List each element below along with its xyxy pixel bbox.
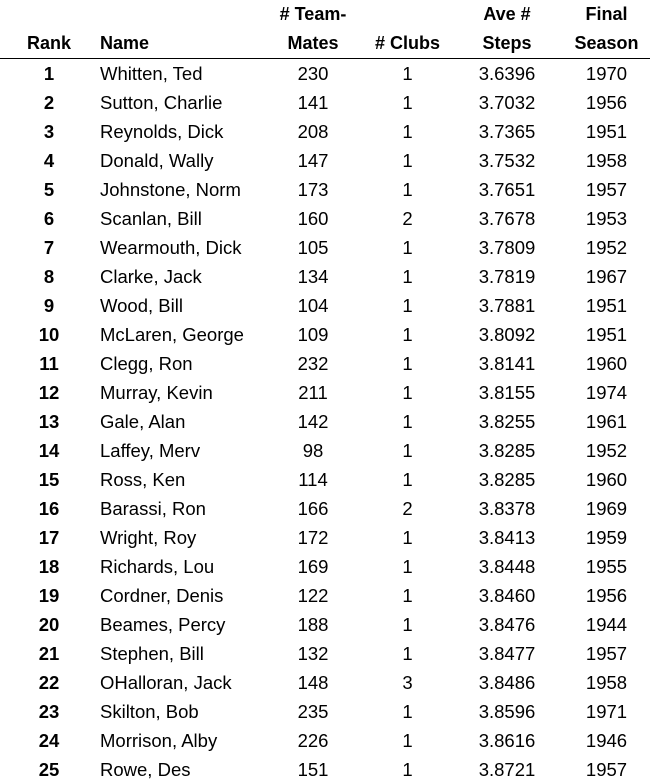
ave-steps-cell: 3.8378	[478, 498, 536, 519]
ave-steps-cell: 3.7881	[478, 295, 536, 316]
teammates-cell: 160	[297, 208, 329, 229]
table-row	[0, 146, 650, 175]
teammates-cell: 132	[297, 643, 329, 664]
name-header-spacer	[98, 0, 262, 29]
final-season-cell: 1951	[585, 121, 628, 142]
table-row	[0, 59, 650, 89]
ave-steps-cell: 3.8255	[478, 411, 536, 432]
ave-steps-cell: 3.8413	[478, 527, 536, 548]
player-name-cell: Clarke, Jack	[100, 266, 202, 287]
rank-cell: 8	[43, 266, 55, 287]
teammates-cell: 166	[297, 498, 329, 519]
rank-cell: 9	[43, 295, 55, 316]
player-name-cell: Richards, Lou	[100, 556, 215, 577]
rank-cell: 7	[43, 237, 55, 258]
rank-cell: 2	[43, 92, 55, 113]
table-row	[0, 88, 650, 117]
rank-cell: 1	[43, 63, 55, 84]
player-name-cell: Skilton, Bob	[100, 701, 199, 722]
table-row	[0, 523, 650, 552]
table-row	[0, 233, 650, 262]
final-season-cell: 1956	[585, 92, 628, 113]
ave-steps-cell: 3.7365	[478, 121, 536, 142]
clubs-header: # Clubs	[364, 29, 451, 59]
clubs-cell: 1	[402, 701, 413, 722]
table-row	[0, 726, 650, 755]
player-name-cell: Wright, Roy	[100, 527, 197, 548]
clubs-cell: 1	[402, 411, 413, 432]
ave-steps-cell: 3.6396	[478, 63, 536, 84]
rank-header-spacer	[0, 0, 98, 29]
teammates-cell: 232	[297, 353, 329, 374]
teammates-header-line2: Mates	[262, 29, 364, 59]
teammates-cell: 122	[297, 585, 329, 606]
player-name-cell: McLaren, George	[100, 324, 244, 345]
final-season-cell: 1951	[585, 295, 628, 316]
table-row	[0, 639, 650, 668]
final-season-cell: 1956	[585, 585, 628, 606]
final-season-cell: 1969	[585, 498, 628, 519]
final-season-header-line2: Season	[563, 29, 650, 59]
final-season-cell: 1960	[585, 469, 628, 490]
clubs-cell: 1	[402, 469, 413, 490]
table-row	[0, 610, 650, 639]
teammates-cell: 142	[297, 411, 329, 432]
final-season-cell: 1951	[585, 324, 628, 345]
final-season-cell: 1953	[585, 208, 628, 229]
final-season-cell: 1959	[585, 527, 628, 548]
teammates-cell: 226	[297, 730, 329, 751]
ave-steps-cell: 3.8616	[478, 730, 536, 751]
final-season-cell: 1958	[585, 150, 628, 171]
teammates-header-line1: # Team-	[279, 4, 347, 24]
player-name-cell: Morrison, Alby	[100, 730, 218, 751]
clubs-cell: 1	[402, 295, 413, 316]
ave-steps-cell: 3.8721	[478, 759, 536, 780]
clubs-cell: 3	[402, 672, 413, 693]
teammates-cell: 169	[297, 556, 329, 577]
rank-cell: 23	[38, 701, 60, 722]
teammates-cell: 211	[298, 382, 328, 403]
final-season-header-line1: Final	[585, 4, 628, 24]
ave-steps-header-line2: Steps	[451, 29, 563, 59]
final-season-cell: 1960	[585, 353, 628, 374]
table-row	[0, 755, 650, 784]
ave-steps-header-line1: Ave #	[483, 4, 531, 24]
ave-steps-cell: 3.7032	[478, 92, 536, 113]
name-header: Name	[98, 29, 262, 59]
table-row	[0, 581, 650, 610]
clubs-cell: 1	[402, 585, 413, 606]
ave-steps-cell: 3.7532	[478, 150, 536, 171]
ave-steps-cell: 3.8141	[478, 353, 536, 374]
rank-cell: 15	[38, 469, 60, 490]
teammates-cell: 151	[297, 759, 329, 780]
player-name-cell: Wearmouth, Dick	[100, 237, 242, 258]
ave-steps-cell: 3.8448	[478, 556, 536, 577]
table-row	[0, 291, 650, 320]
player-name-cell: Donald, Wally	[100, 150, 214, 171]
table-row	[0, 494, 650, 523]
player-name-cell: Barassi, Ron	[100, 498, 206, 519]
rank-cell: 19	[38, 585, 60, 606]
rank-cell: 4	[43, 150, 55, 171]
player-name-cell: Cordner, Denis	[100, 585, 224, 606]
player-name-cell: Gale, Alan	[100, 411, 186, 432]
final-season-cell: 1944	[585, 614, 628, 635]
player-name-cell: Whitten, Ted	[100, 63, 203, 84]
player-name-cell: Rowe, Des	[100, 759, 191, 780]
teammates-cell: 188	[297, 614, 329, 635]
clubs-cell: 1	[402, 643, 413, 664]
player-name-cell: Scanlan, Bill	[100, 208, 202, 229]
ave-steps-cell: 3.8155	[478, 382, 536, 403]
teammates-cell: 141	[297, 92, 329, 113]
player-name-cell: OHalloran, Jack	[100, 672, 232, 693]
rank-cell: 22	[38, 672, 60, 693]
teammates-cell: 109	[297, 324, 329, 345]
final-season-cell: 1952	[585, 440, 628, 461]
final-season-cell: 1970	[585, 63, 628, 84]
clubs-cell: 1	[402, 730, 413, 751]
table-row	[0, 465, 650, 494]
final-season-cell: 1974	[585, 382, 628, 403]
ave-steps-cell: 3.8460	[478, 585, 536, 606]
final-season-cell: 1957	[585, 643, 628, 664]
table-row	[0, 436, 650, 465]
table-row	[0, 668, 650, 697]
teammates-cell: 104	[297, 295, 329, 316]
rank-cell: 11	[39, 353, 59, 374]
player-name-cell: Reynolds, Dick	[100, 121, 224, 142]
clubs-cell: 1	[402, 527, 413, 548]
player-name-cell: Wood, Bill	[100, 295, 183, 316]
clubs-cell: 1	[402, 556, 413, 577]
rank-cell: 3	[43, 121, 55, 142]
player-name-cell: Sutton, Charlie	[100, 92, 223, 113]
rank-cell: 16	[38, 498, 60, 519]
teammates-cell: 148	[297, 672, 329, 693]
final-season-cell: 1961	[585, 411, 628, 432]
player-name-cell: Johnstone, Norm	[100, 179, 241, 200]
ave-steps-cell: 3.7678	[478, 208, 536, 229]
table-row	[0, 262, 650, 291]
table-row	[0, 697, 650, 726]
rank-cell: 18	[38, 556, 60, 577]
rank-cell: 10	[38, 324, 60, 345]
table-row	[0, 407, 650, 436]
teammates-cell: 114	[298, 469, 328, 490]
player-name-cell: Stephen, Bill	[100, 643, 204, 664]
teammates-cell: 208	[297, 121, 329, 142]
rank-cell: 21	[38, 643, 60, 664]
ave-steps-cell: 3.7819	[478, 266, 536, 287]
table-body	[0, 59, 650, 784]
clubs-cell: 1	[402, 179, 413, 200]
table-row	[0, 117, 650, 146]
player-name-cell: Murray, Kevin	[100, 382, 213, 403]
table-header	[0, 0, 650, 59]
rank-cell: 14	[38, 440, 60, 461]
rank-cell: 20	[38, 614, 60, 635]
ave-steps-cell: 3.8476	[478, 614, 536, 635]
clubs-cell: 2	[402, 208, 413, 229]
player-name-cell: Ross, Ken	[100, 469, 186, 490]
rank-cell: 13	[38, 411, 60, 432]
table-row	[0, 175, 650, 204]
rank-cell: 17	[38, 527, 60, 548]
clubs-cell: 1	[402, 614, 413, 635]
teammates-cell: 173	[297, 179, 329, 200]
rank-cell: 25	[38, 759, 60, 780]
rank-cell: 12	[38, 382, 60, 403]
player-name-cell: Beames, Percy	[100, 614, 226, 635]
rank-cell: 5	[43, 179, 55, 200]
final-season-cell: 1946	[585, 730, 628, 751]
ave-steps-cell: 3.8285	[478, 469, 536, 490]
final-season-cell: 1957	[585, 179, 628, 200]
teammates-cell: 98	[302, 440, 324, 461]
ave-steps-cell: 3.7809	[478, 237, 536, 258]
clubs-cell: 1	[402, 382, 413, 403]
clubs-cell: 1	[402, 63, 413, 84]
teammates-cell: 147	[297, 150, 329, 171]
table-row	[0, 320, 650, 349]
final-season-cell: 1967	[585, 266, 628, 287]
clubs-header-spacer	[364, 0, 451, 29]
rank-cell: 6	[43, 208, 55, 229]
final-season-cell: 1971	[585, 701, 628, 722]
teammates-cell: 235	[297, 701, 329, 722]
clubs-cell: 2	[402, 498, 413, 519]
final-season-cell: 1958	[585, 672, 628, 693]
teammates-cell: 230	[297, 63, 329, 84]
final-season-cell: 1952	[585, 237, 628, 258]
teammates-cell: 134	[297, 266, 329, 287]
table-row	[0, 378, 650, 407]
table-row	[0, 349, 650, 378]
player-name-cell: Clegg, Ron	[100, 353, 193, 374]
ave-steps-cell: 3.8477	[478, 643, 536, 664]
clubs-cell: 1	[402, 353, 413, 374]
clubs-cell: 1	[402, 440, 413, 461]
header-row-bottom	[0, 29, 650, 59]
final-season-cell: 1955	[585, 556, 628, 577]
ave-steps-cell: 3.7651	[478, 179, 536, 200]
rank-header: Rank	[0, 29, 98, 59]
clubs-cell: 1	[402, 759, 413, 780]
teammates-cell: 105	[297, 237, 329, 258]
ave-steps-cell: 3.8092	[478, 324, 536, 345]
table-row	[0, 204, 650, 233]
clubs-cell: 1	[402, 150, 413, 171]
clubs-cell: 1	[402, 237, 413, 258]
ave-steps-cell: 3.8486	[478, 672, 536, 693]
rank-cell: 24	[38, 730, 60, 751]
clubs-cell: 1	[402, 266, 413, 287]
header-row-top	[0, 0, 650, 29]
clubs-cell: 1	[402, 324, 413, 345]
clubs-cell: 1	[402, 121, 413, 142]
player-name-cell: Laffey, Merv	[100, 440, 201, 461]
ave-steps-cell: 3.8285	[478, 440, 536, 461]
table-row	[0, 552, 650, 581]
clubs-cell: 1	[402, 92, 413, 113]
teammates-cell: 172	[297, 527, 329, 548]
final-season-cell: 1957	[585, 759, 628, 780]
ave-steps-cell: 3.8596	[478, 701, 536, 722]
